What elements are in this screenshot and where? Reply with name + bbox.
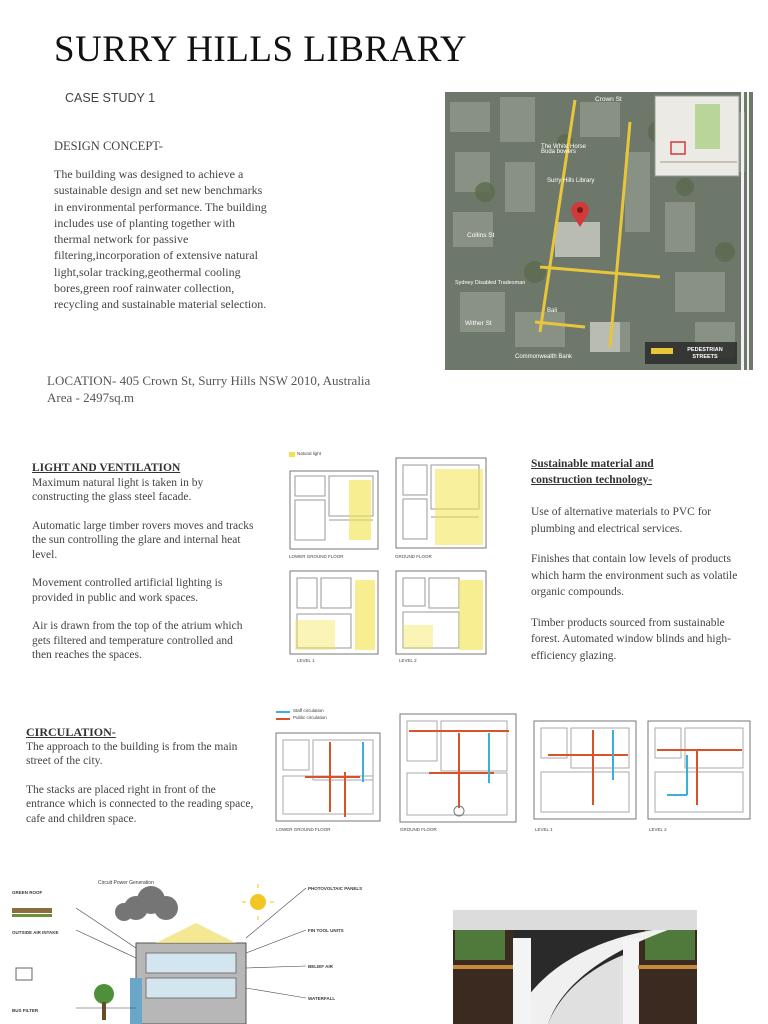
concept-line: light,solar tracking,geothermal cooling (54, 264, 241, 279)
circulation-plan-ground (399, 713, 517, 823)
concept-line: recycling and sustainable material selection. (54, 297, 267, 312)
sustainable-heading-line2: construction technology- (531, 474, 653, 486)
section-label: WATERFALL (308, 996, 336, 1001)
light-paragraph: Maximum natural light is taken in by constructing the glass steel facade. (32, 476, 204, 503)
plan-label: LEVEL 2 (399, 658, 417, 663)
interior-photo (453, 910, 697, 1024)
location-block (47, 372, 370, 406)
plan-label: LEVEL 2 (649, 827, 667, 832)
concept-line: sustainable design and set new benchmarks (54, 183, 263, 198)
light-ventilation-section (32, 461, 254, 677)
floor-plan-level-2 (395, 570, 487, 655)
map-legend-label: PEDESTRIAN STREETS (687, 347, 723, 360)
section-label: BUS FILTER (12, 1008, 39, 1013)
floor-plan-level-1 (289, 570, 379, 655)
floor-plan-ground (395, 457, 487, 549)
plan-label: LOWER GROUND FLOOR (289, 554, 344, 559)
circulation-paragraph: The stacks are placed right in front of the entrance which is connected to the reading space, cafe and children space. (26, 783, 254, 825)
section-label: BELIEF AIR (308, 964, 333, 969)
public-legend-swatch (276, 718, 290, 720)
concept-line: The building was designed to achieve a (54, 167, 244, 181)
light-ventilation-heading: LIGHT AND VENTILATION (32, 462, 181, 474)
concept-line: includes use of planting together with (54, 215, 235, 230)
light-paragraph: Air is drawn from the top of the atrium which gets filtered and temperature controlled and then reaches the spaces. (32, 620, 243, 661)
map-place-label: Surry Hills Library (547, 178, 595, 184)
design-concept-text (54, 166, 316, 313)
natural-light-legend-label: Natural light (297, 451, 322, 456)
plan-label: LEVEL 1 (535, 827, 553, 832)
map-place-label: Commonwealth Bank (515, 354, 573, 360)
sustainable-paragraph: Timber products sourced from sustainable forest. Automated window blinds and high-efficiency glazing. (531, 616, 731, 662)
section-label: OUTSIDE AIR INTAKE (12, 930, 59, 935)
aerial-map-image (445, 92, 753, 370)
natural-light-legend-swatch (289, 452, 295, 457)
floor-plan-lower-ground (289, 470, 379, 550)
concept-line: bores,green roof rainwater collection, (54, 281, 235, 296)
circulation-plan-level-2 (647, 720, 751, 820)
circulation-paragraph: The approach to the building is from the main street of the city. (26, 740, 238, 767)
circulation-section (26, 725, 254, 840)
building-section-diagram (6, 868, 390, 1024)
section-label: FIN TOOL UNITS (308, 928, 344, 933)
location-area: Area - 2497sq.m (47, 390, 135, 405)
plan-label: GROUND FLOOR (400, 827, 437, 832)
section-label: PHOTOVOLTAIC PANELS (308, 886, 363, 891)
staff-legend-swatch (276, 711, 290, 713)
plan-label: GROUND FLOOR (395, 554, 432, 559)
concept-line: thermal network for passive (54, 232, 189, 247)
map-street-label: Crown St (595, 96, 622, 103)
interior-staircase-image (453, 910, 697, 1024)
concept-line: in environmental performance. The building (54, 199, 267, 214)
map-street-label: Collins St (467, 232, 495, 239)
concept-line: filtering,incorporation of extensive natural (54, 248, 258, 263)
sustainable-heading-line1: Sustainable material and (531, 458, 654, 470)
case-study-label: CASE STUDY 1 (65, 91, 156, 105)
page-title: SURRY HILLS LIBRARY (54, 29, 468, 70)
staff-legend-label: Staff circulation (293, 708, 324, 713)
sustainable-section (531, 456, 743, 678)
circulation-heading: CIRCULATION- (26, 725, 116, 739)
plan-label: LEVEL 1 (297, 658, 315, 663)
map-place-label: Bali (547, 308, 558, 314)
circulation-plan-lower-ground (275, 732, 381, 822)
location-address: LOCATION- 405 Crown St, Surry Hills NSW 2010, Australia (47, 373, 371, 388)
natural-light-plans (287, 452, 497, 667)
light-paragraph: Movement controlled artificial lighting is provided in public and work spaces. (32, 577, 223, 604)
map-place-label: Sydney Disabled Tradesman (455, 280, 526, 286)
design-concept-heading: DESIGN CONCEPT- (54, 139, 163, 153)
circulation-plans (273, 708, 753, 838)
map-place-label: Buda bowers (541, 149, 577, 155)
light-paragraph: Automatic large timber rovers moves and tracks the sun controlling the glare and internal heat level. (32, 519, 254, 561)
section-title: Circuit Power Generation (98, 880, 154, 886)
site-map (445, 92, 753, 370)
map-street-label: Wither St (465, 320, 492, 327)
section-label: GREEN ROOF (12, 890, 43, 895)
sustainable-paragraph: Finishes that contain low levels of products which harm the environment such as volatile organic compounds. (531, 553, 738, 598)
public-legend-label: Public circulation (293, 715, 327, 720)
map-place-label: The White Horse (541, 144, 587, 150)
plan-label: LOWER GROUND FLOOR (276, 827, 331, 832)
circulation-plan-level-1 (533, 720, 637, 820)
sustainable-paragraph: Use of alternative materials to PVC for plumbing and electrical services. (531, 506, 712, 535)
